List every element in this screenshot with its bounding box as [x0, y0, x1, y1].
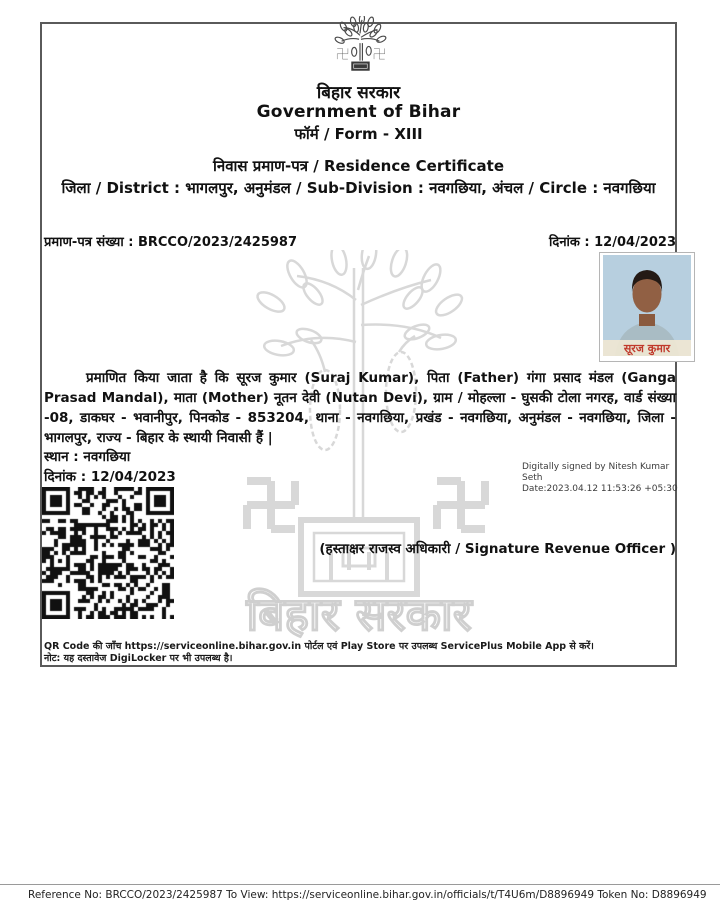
qr-note-line1: QR Code की जाँच https://serviceonline.bihar.gov.in पोर्टल एवं Play Store पर उपलब्ध ServicePlus Mobile App से करें।: [44, 641, 594, 652]
certificate-subheading: जिला / District : भागलपुर, अनुमंडल / Sub-Division : नवगछिया, अंचल / Circle : नवगछिया: [61, 179, 656, 197]
digital-signature-block: [522, 462, 682, 495]
form-number-label: फॉर्म / Form - XIII: [294, 125, 423, 143]
certificate-date: दिनांक : 12/04/2023: [549, 235, 676, 250]
emblem-pod-left: [352, 47, 357, 56]
footer-reference-text: Reference No: BRCCO/2023/2425987 To View: https://serviceonline.bihar.gov.in/officials/t/T4U6m/D8896949 Token No: D8896949: [28, 889, 707, 901]
watermark-text: बिहार सरकार: [246, 587, 472, 641]
certificate-meta-row: [44, 232, 676, 250]
place-line: स्थान : नवगछिया: [44, 449, 131, 465]
emblem-swastika-right: [374, 48, 385, 59]
certificate-heading: निवास प्रमाण-पत्र / Residence Certificate: [212, 157, 505, 175]
emblem-swastika-left: [337, 48, 348, 59]
revenue-officer-signature-label: (हस्ताक्षर राजस्व अधिकारी / Signature Revenue Officer ): [319, 541, 676, 557]
certificate-body-text: प्रमाणित किया जाता है कि सूरज कुमार (Suraj Kumar), पिता (Father) गंगा प्रसाद मंडल (Ganga Prasad Mandal), माता (Mother) नूतन देवी (Nutan Devi), ग्राम / मोहल्ला - घुसकी टोला नगरह, वार्ड संख्या -08, डाकघर - भवानीपुर, पिनकोड - 853204, थाना - नवगछिया, प्रखंड - नवगछिया, अनुमंडल - नवगछिया, जिला - भागलपुर, राज्य - बिहार के स्थायी निवासी हैं |: [44, 370, 676, 446]
emblem-pod-right: [366, 46, 371, 55]
issue-date-line: दिनांक : 12/04/2023: [44, 469, 176, 485]
government-title-english: Government of Bihar: [256, 102, 461, 122]
certificate-number: प्रमाण-पत्र संख्या : BRCCO/2023/2425987: [44, 235, 298, 250]
photo-name-overlay: सूरज कुमार: [623, 342, 671, 355]
qr-code: [42, 487, 174, 619]
qr-note-line2: नोट: यह दस्तावेज DigiLocker पर भी उपलब्ध है।: [44, 653, 233, 664]
digital-signature-line2: Date:2023.04.12 11:53:26 +05:30: [522, 484, 678, 494]
applicant-photo: [599, 252, 695, 362]
qr-verification-notes: [44, 641, 644, 665]
government-title-hindi: बिहार सरकार: [316, 83, 401, 103]
bihar-government-emblem-icon: [329, 16, 391, 78]
digital-signature-line1: Digitally signed by Nitesh Kumar Seth: [522, 462, 670, 483]
emblem-plaque: [351, 62, 369, 71]
